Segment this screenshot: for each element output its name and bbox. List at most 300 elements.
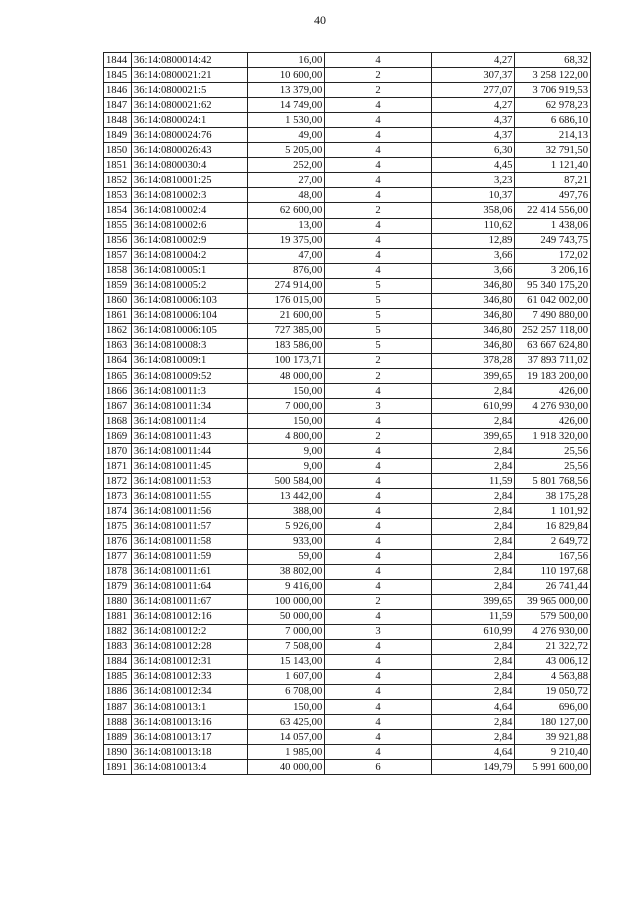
value-cell: 3 206,16 <box>515 263 591 278</box>
value-cell: 5 991 600,00 <box>515 760 591 775</box>
cadastral-number-cell: 36:14:0810011:44 <box>131 444 247 459</box>
value-cell: 21 322,72 <box>515 639 591 654</box>
group-cell: 4 <box>325 745 431 760</box>
row-number-cell: 1882 <box>104 624 132 639</box>
rate-cell: 10,37 <box>431 188 515 203</box>
rate-cell: 2,84 <box>431 384 515 399</box>
value-cell: 38 175,28 <box>515 489 591 504</box>
cadastral-number-cell: 36:14:0810011:45 <box>131 459 247 474</box>
area-cell: 150,00 <box>247 414 325 429</box>
cadastral-number-cell: 36:14:0810002:9 <box>131 233 247 248</box>
rate-cell: 4,37 <box>431 113 515 128</box>
value-cell: 3 258 122,00 <box>515 68 591 83</box>
table-row <box>104 654 591 669</box>
area-cell: 9,00 <box>247 459 325 474</box>
value-cell: 1 101,92 <box>515 504 591 519</box>
row-number-cell: 1891 <box>104 760 132 775</box>
rate-cell: 4,37 <box>431 128 515 143</box>
group-cell: 2 <box>325 68 431 83</box>
row-number-cell: 1847 <box>104 98 132 113</box>
rate-cell: 277,07 <box>431 83 515 98</box>
table-row <box>104 53 591 68</box>
cadastral-number-cell: 36:14:0810011:57 <box>131 519 247 534</box>
cadastral-number-cell: 36:14:0810013:16 <box>131 715 247 730</box>
group-cell: 4 <box>325 173 431 188</box>
cadastral-number-cell: 36:14:0810012:34 <box>131 684 247 699</box>
row-number-cell: 1848 <box>104 113 132 128</box>
area-cell: 7 000,00 <box>247 399 325 414</box>
cadastral-number-cell: 36:14:0800014:42 <box>131 53 247 68</box>
value-cell: 4 563,88 <box>515 669 591 684</box>
value-cell: 1 918 320,00 <box>515 429 591 444</box>
table-row <box>104 730 591 745</box>
area-cell: 63 425,00 <box>247 715 325 730</box>
row-number-cell: 1866 <box>104 384 132 399</box>
value-cell: 426,00 <box>515 414 591 429</box>
row-number-cell: 1864 <box>104 353 132 368</box>
table-row <box>104 203 591 218</box>
group-cell: 2 <box>325 368 431 383</box>
table-row <box>104 293 591 308</box>
row-number-cell: 1874 <box>104 504 132 519</box>
value-cell: 426,00 <box>515 384 591 399</box>
area-cell: 7 508,00 <box>247 639 325 654</box>
area-cell: 14 749,00 <box>247 98 325 113</box>
row-number-cell: 1860 <box>104 293 132 308</box>
rate-cell: 2,84 <box>431 489 515 504</box>
area-cell: 1 530,00 <box>247 113 325 128</box>
table-row <box>104 459 591 474</box>
row-number-cell: 1869 <box>104 429 132 444</box>
cadastral-number-cell: 36:14:0810009:1 <box>131 353 247 368</box>
table-row <box>104 760 591 775</box>
cadastral-number-cell: 36:14:0810011:64 <box>131 579 247 594</box>
value-cell: 172,02 <box>515 248 591 263</box>
table-row <box>104 368 591 383</box>
rate-cell: 4,45 <box>431 158 515 173</box>
area-cell: 16,00 <box>247 53 325 68</box>
area-cell: 1 607,00 <box>247 669 325 684</box>
row-number-cell: 1854 <box>104 203 132 218</box>
cadastral-number-cell: 36:14:0810011:61 <box>131 564 247 579</box>
rate-cell: 2,84 <box>431 730 515 745</box>
area-cell: 19 375,00 <box>247 233 325 248</box>
value-cell: 25,56 <box>515 459 591 474</box>
value-cell: 16 829,84 <box>515 519 591 534</box>
table-row <box>104 143 591 158</box>
row-number-cell: 1886 <box>104 684 132 699</box>
value-cell: 249 743,75 <box>515 233 591 248</box>
table-row <box>104 173 591 188</box>
rate-cell: 3,66 <box>431 263 515 278</box>
cadastral-number-cell: 36:14:0810011:55 <box>131 489 247 504</box>
row-number-cell: 1875 <box>104 519 132 534</box>
row-number-cell: 1872 <box>104 474 132 489</box>
area-cell: 10 600,00 <box>247 68 325 83</box>
cadastral-number-cell: 36:14:0800026:43 <box>131 143 247 158</box>
rate-cell: 2,84 <box>431 414 515 429</box>
value-cell: 4 276 930,00 <box>515 624 591 639</box>
area-cell: 150,00 <box>247 700 325 715</box>
row-number-cell: 1846 <box>104 83 132 98</box>
cadastral-number-cell: 36:14:0810011:4 <box>131 414 247 429</box>
row-number-cell: 1859 <box>104 278 132 293</box>
value-cell: 1 121,40 <box>515 158 591 173</box>
value-cell: 22 414 556,00 <box>515 203 591 218</box>
rate-cell: 3,23 <box>431 173 515 188</box>
area-cell: 1 985,00 <box>247 745 325 760</box>
value-cell: 5 801 768,56 <box>515 474 591 489</box>
group-cell: 4 <box>325 730 431 745</box>
area-cell: 183 586,00 <box>247 338 325 353</box>
cadastral-number-cell: 36:14:0800024:76 <box>131 128 247 143</box>
table-row <box>104 684 591 699</box>
table-row <box>104 489 591 504</box>
value-cell: 2 649,72 <box>515 534 591 549</box>
cadastral-number-cell: 36:14:0810013:4 <box>131 760 247 775</box>
rate-cell: 2,84 <box>431 639 515 654</box>
area-cell: 21 600,00 <box>247 308 325 323</box>
area-cell: 9,00 <box>247 444 325 459</box>
value-cell: 19 183 200,00 <box>515 368 591 383</box>
value-cell: 39 921,88 <box>515 730 591 745</box>
group-cell: 4 <box>325 53 431 68</box>
row-number-cell: 1844 <box>104 53 132 68</box>
area-cell: 14 057,00 <box>247 730 325 745</box>
area-cell: 876,00 <box>247 263 325 278</box>
rate-cell: 307,37 <box>431 68 515 83</box>
table-row <box>104 474 591 489</box>
cadastral-number-cell: 36:14:0810011:53 <box>131 474 247 489</box>
table-row <box>104 624 591 639</box>
rate-cell: 2,84 <box>431 684 515 699</box>
group-cell: 4 <box>325 504 431 519</box>
cadastral-number-cell: 36:14:0810002:6 <box>131 218 247 233</box>
cadastral-number-cell: 36:14:0810011:56 <box>131 504 247 519</box>
rate-cell: 610,99 <box>431 399 515 414</box>
area-cell: 252,00 <box>247 158 325 173</box>
area-cell: 47,00 <box>247 248 325 263</box>
value-cell: 252 257 118,00 <box>515 323 591 338</box>
table-row <box>104 263 591 278</box>
row-number-cell: 1849 <box>104 128 132 143</box>
row-number-cell: 1883 <box>104 639 132 654</box>
group-cell: 4 <box>325 489 431 504</box>
group-cell: 4 <box>325 639 431 654</box>
group-cell: 5 <box>325 308 431 323</box>
group-cell: 4 <box>325 248 431 263</box>
group-cell: 4 <box>325 459 431 474</box>
row-number-cell: 1868 <box>104 414 132 429</box>
table-row <box>104 414 591 429</box>
row-number-cell: 1863 <box>104 338 132 353</box>
cadastral-number-cell: 36:14:0810001:25 <box>131 173 247 188</box>
area-cell: 6 708,00 <box>247 684 325 699</box>
rate-cell: 6,30 <box>431 143 515 158</box>
group-cell: 4 <box>325 218 431 233</box>
group-cell: 2 <box>325 203 431 218</box>
group-cell: 4 <box>325 534 431 549</box>
row-number-cell: 1855 <box>104 218 132 233</box>
table-row <box>104 519 591 534</box>
group-cell: 5 <box>325 278 431 293</box>
group-cell: 4 <box>325 98 431 113</box>
row-number-cell: 1880 <box>104 594 132 609</box>
area-cell: 27,00 <box>247 173 325 188</box>
cadastral-number-cell: 36:14:0810011:58 <box>131 534 247 549</box>
row-number-cell: 1865 <box>104 368 132 383</box>
cadastral-number-cell: 36:14:0800021:21 <box>131 68 247 83</box>
group-cell: 2 <box>325 594 431 609</box>
table-row <box>104 444 591 459</box>
area-cell: 500 584,00 <box>247 474 325 489</box>
table-row <box>104 308 591 323</box>
cadastral-number-cell: 36:14:0810012:28 <box>131 639 247 654</box>
value-cell: 62 978,23 <box>515 98 591 113</box>
row-number-cell: 1889 <box>104 730 132 745</box>
table-row <box>104 504 591 519</box>
group-cell: 4 <box>325 414 431 429</box>
area-cell: 48 000,00 <box>247 368 325 383</box>
group-cell: 5 <box>325 293 431 308</box>
group-cell: 4 <box>325 654 431 669</box>
cadastral-number-cell: 36:14:0810012:33 <box>131 669 247 684</box>
rate-cell: 4,64 <box>431 745 515 760</box>
group-cell: 4 <box>325 700 431 715</box>
row-number-cell: 1852 <box>104 173 132 188</box>
value-cell: 7 490 880,00 <box>515 308 591 323</box>
table-row <box>104 113 591 128</box>
rate-cell: 2,84 <box>431 504 515 519</box>
area-cell: 7 000,00 <box>247 624 325 639</box>
row-number-cell: 1861 <box>104 308 132 323</box>
area-cell: 933,00 <box>247 534 325 549</box>
rate-cell: 2,84 <box>431 534 515 549</box>
rate-cell: 149,79 <box>431 760 515 775</box>
rate-cell: 2,84 <box>431 654 515 669</box>
value-cell: 180 127,00 <box>515 715 591 730</box>
table-row <box>104 429 591 444</box>
rate-cell: 4,64 <box>431 700 515 715</box>
area-cell: 49,00 <box>247 128 325 143</box>
value-cell: 25,56 <box>515 444 591 459</box>
rate-cell: 2,84 <box>431 459 515 474</box>
rate-cell: 2,84 <box>431 579 515 594</box>
group-cell: 2 <box>325 353 431 368</box>
value-cell: 95 340 175,20 <box>515 278 591 293</box>
value-cell: 579 500,00 <box>515 609 591 624</box>
cadastral-number-cell: 36:14:0810011:43 <box>131 429 247 444</box>
value-cell: 19 050,72 <box>515 684 591 699</box>
group-cell: 4 <box>325 233 431 248</box>
value-cell: 214,13 <box>515 128 591 143</box>
rate-cell: 610,99 <box>431 624 515 639</box>
row-number-cell: 1851 <box>104 158 132 173</box>
rate-cell: 4,27 <box>431 53 515 68</box>
group-cell: 3 <box>325 399 431 414</box>
table-row <box>104 338 591 353</box>
cadastral-number-cell: 36:14:0800021:5 <box>131 83 247 98</box>
cadastral-number-cell: 36:14:0810002:4 <box>131 203 247 218</box>
area-cell: 5 926,00 <box>247 519 325 534</box>
rate-cell: 2,84 <box>431 519 515 534</box>
table-row <box>104 745 591 760</box>
rate-cell: 3,66 <box>431 248 515 263</box>
rate-cell: 378,28 <box>431 353 515 368</box>
table-row <box>104 233 591 248</box>
table-row <box>104 399 591 414</box>
group-cell: 4 <box>325 684 431 699</box>
row-number-cell: 1873 <box>104 489 132 504</box>
group-cell: 4 <box>325 579 431 594</box>
group-cell: 3 <box>325 624 431 639</box>
group-cell: 4 <box>325 564 431 579</box>
cadastral-number-cell: 36:14:0810011:59 <box>131 549 247 564</box>
table-row <box>104 218 591 233</box>
cadastral-number-cell: 36:14:0810005:2 <box>131 278 247 293</box>
group-cell: 4 <box>325 474 431 489</box>
group-cell: 4 <box>325 128 431 143</box>
area-cell: 50 000,00 <box>247 609 325 624</box>
rate-cell: 346,80 <box>431 278 515 293</box>
rate-cell: 346,80 <box>431 308 515 323</box>
rate-cell: 399,65 <box>431 429 515 444</box>
table-row <box>104 188 591 203</box>
rate-cell: 346,80 <box>431 338 515 353</box>
value-cell: 87,21 <box>515 173 591 188</box>
area-cell: 100 173,71 <box>247 353 325 368</box>
value-cell: 68,32 <box>515 53 591 68</box>
cadastral-value-table <box>103 52 591 775</box>
value-cell: 497,76 <box>515 188 591 203</box>
area-cell: 48,00 <box>247 188 325 203</box>
area-cell: 13 442,00 <box>247 489 325 504</box>
area-cell: 727 385,00 <box>247 323 325 338</box>
cadastral-number-cell: 36:14:0810013:17 <box>131 730 247 745</box>
cadastral-number-cell: 36:14:0810012:31 <box>131 654 247 669</box>
group-cell: 4 <box>325 158 431 173</box>
cadastral-number-cell: 36:14:0810013:1 <box>131 700 247 715</box>
table-row <box>104 534 591 549</box>
row-number-cell: 1858 <box>104 263 132 278</box>
table-row <box>104 278 591 293</box>
cadastral-number-cell: 36:14:0810006:105 <box>131 323 247 338</box>
group-cell: 2 <box>325 83 431 98</box>
value-cell: 3 706 919,53 <box>515 83 591 98</box>
rate-cell: 399,65 <box>431 594 515 609</box>
group-cell: 4 <box>325 143 431 158</box>
rate-cell: 2,84 <box>431 669 515 684</box>
cadastral-number-cell: 36:14:0810009:52 <box>131 368 247 383</box>
cadastral-number-cell: 36:14:0810012:16 <box>131 609 247 624</box>
area-cell: 388,00 <box>247 504 325 519</box>
group-cell: 4 <box>325 715 431 730</box>
row-number-cell: 1871 <box>104 459 132 474</box>
table-body <box>104 53 591 775</box>
area-cell: 274 914,00 <box>247 278 325 293</box>
rate-cell: 110,62 <box>431 218 515 233</box>
row-number-cell: 1862 <box>104 323 132 338</box>
page-number: 40 <box>314 13 326 27</box>
value-cell: 6 686,10 <box>515 113 591 128</box>
group-cell: 6 <box>325 760 431 775</box>
table-row <box>104 248 591 263</box>
table-row <box>104 669 591 684</box>
table-row <box>104 384 591 399</box>
rate-cell: 11,59 <box>431 474 515 489</box>
group-cell: 4 <box>325 669 431 684</box>
area-cell: 13,00 <box>247 218 325 233</box>
value-cell: 63 667 624,80 <box>515 338 591 353</box>
area-cell: 100 000,00 <box>247 594 325 609</box>
group-cell: 4 <box>325 549 431 564</box>
table-row <box>104 353 591 368</box>
cadastral-number-cell: 36:14:0810011:34 <box>131 399 247 414</box>
row-number-cell: 1884 <box>104 654 132 669</box>
row-number-cell: 1877 <box>104 549 132 564</box>
area-cell: 40 000,00 <box>247 760 325 775</box>
area-cell: 13 379,00 <box>247 83 325 98</box>
area-cell: 62 600,00 <box>247 203 325 218</box>
cadastral-number-cell: 36:14:0810006:104 <box>131 308 247 323</box>
group-cell: 5 <box>325 323 431 338</box>
rate-cell: 346,80 <box>431 293 515 308</box>
group-cell: 4 <box>325 609 431 624</box>
cadastral-number-cell: 36:14:0810006:103 <box>131 293 247 308</box>
cadastral-number-cell: 36:14:0810011:3 <box>131 384 247 399</box>
cadastral-number-cell: 36:14:0810008:3 <box>131 338 247 353</box>
cadastral-number-cell: 36:14:0810012:2 <box>131 624 247 639</box>
rate-cell: 2,84 <box>431 549 515 564</box>
row-number-cell: 1857 <box>104 248 132 263</box>
value-cell: 9 210,40 <box>515 745 591 760</box>
area-cell: 15 143,00 <box>247 654 325 669</box>
group-cell: 4 <box>325 519 431 534</box>
row-number-cell: 1856 <box>104 233 132 248</box>
group-cell: 2 <box>325 429 431 444</box>
table-row <box>104 594 591 609</box>
rate-cell: 2,84 <box>431 715 515 730</box>
rate-cell: 2,84 <box>431 564 515 579</box>
group-cell: 4 <box>325 113 431 128</box>
area-cell: 9 416,00 <box>247 579 325 594</box>
group-cell: 4 <box>325 384 431 399</box>
row-number-cell: 1853 <box>104 188 132 203</box>
cadastral-number-cell: 36:14:0810002:3 <box>131 188 247 203</box>
table-row <box>104 564 591 579</box>
rate-cell: 4,27 <box>431 98 515 113</box>
table-row <box>104 579 591 594</box>
row-number-cell: 1867 <box>104 399 132 414</box>
table-row <box>104 715 591 730</box>
value-cell: 37 893 711,02 <box>515 353 591 368</box>
group-cell: 4 <box>325 444 431 459</box>
group-cell: 5 <box>325 338 431 353</box>
area-cell: 4 800,00 <box>247 429 325 444</box>
rate-cell: 358,06 <box>431 203 515 218</box>
table-row <box>104 128 591 143</box>
value-cell: 39 965 000,00 <box>515 594 591 609</box>
table-row <box>104 98 591 113</box>
group-cell: 4 <box>325 263 431 278</box>
cadastral-number-cell: 36:14:0810004:2 <box>131 248 247 263</box>
rate-cell: 11,59 <box>431 609 515 624</box>
table-row <box>104 549 591 564</box>
value-cell: 167,56 <box>515 549 591 564</box>
cadastral-number-cell: 36:14:0810011:67 <box>131 594 247 609</box>
value-cell: 110 197,68 <box>515 564 591 579</box>
area-cell: 150,00 <box>247 384 325 399</box>
